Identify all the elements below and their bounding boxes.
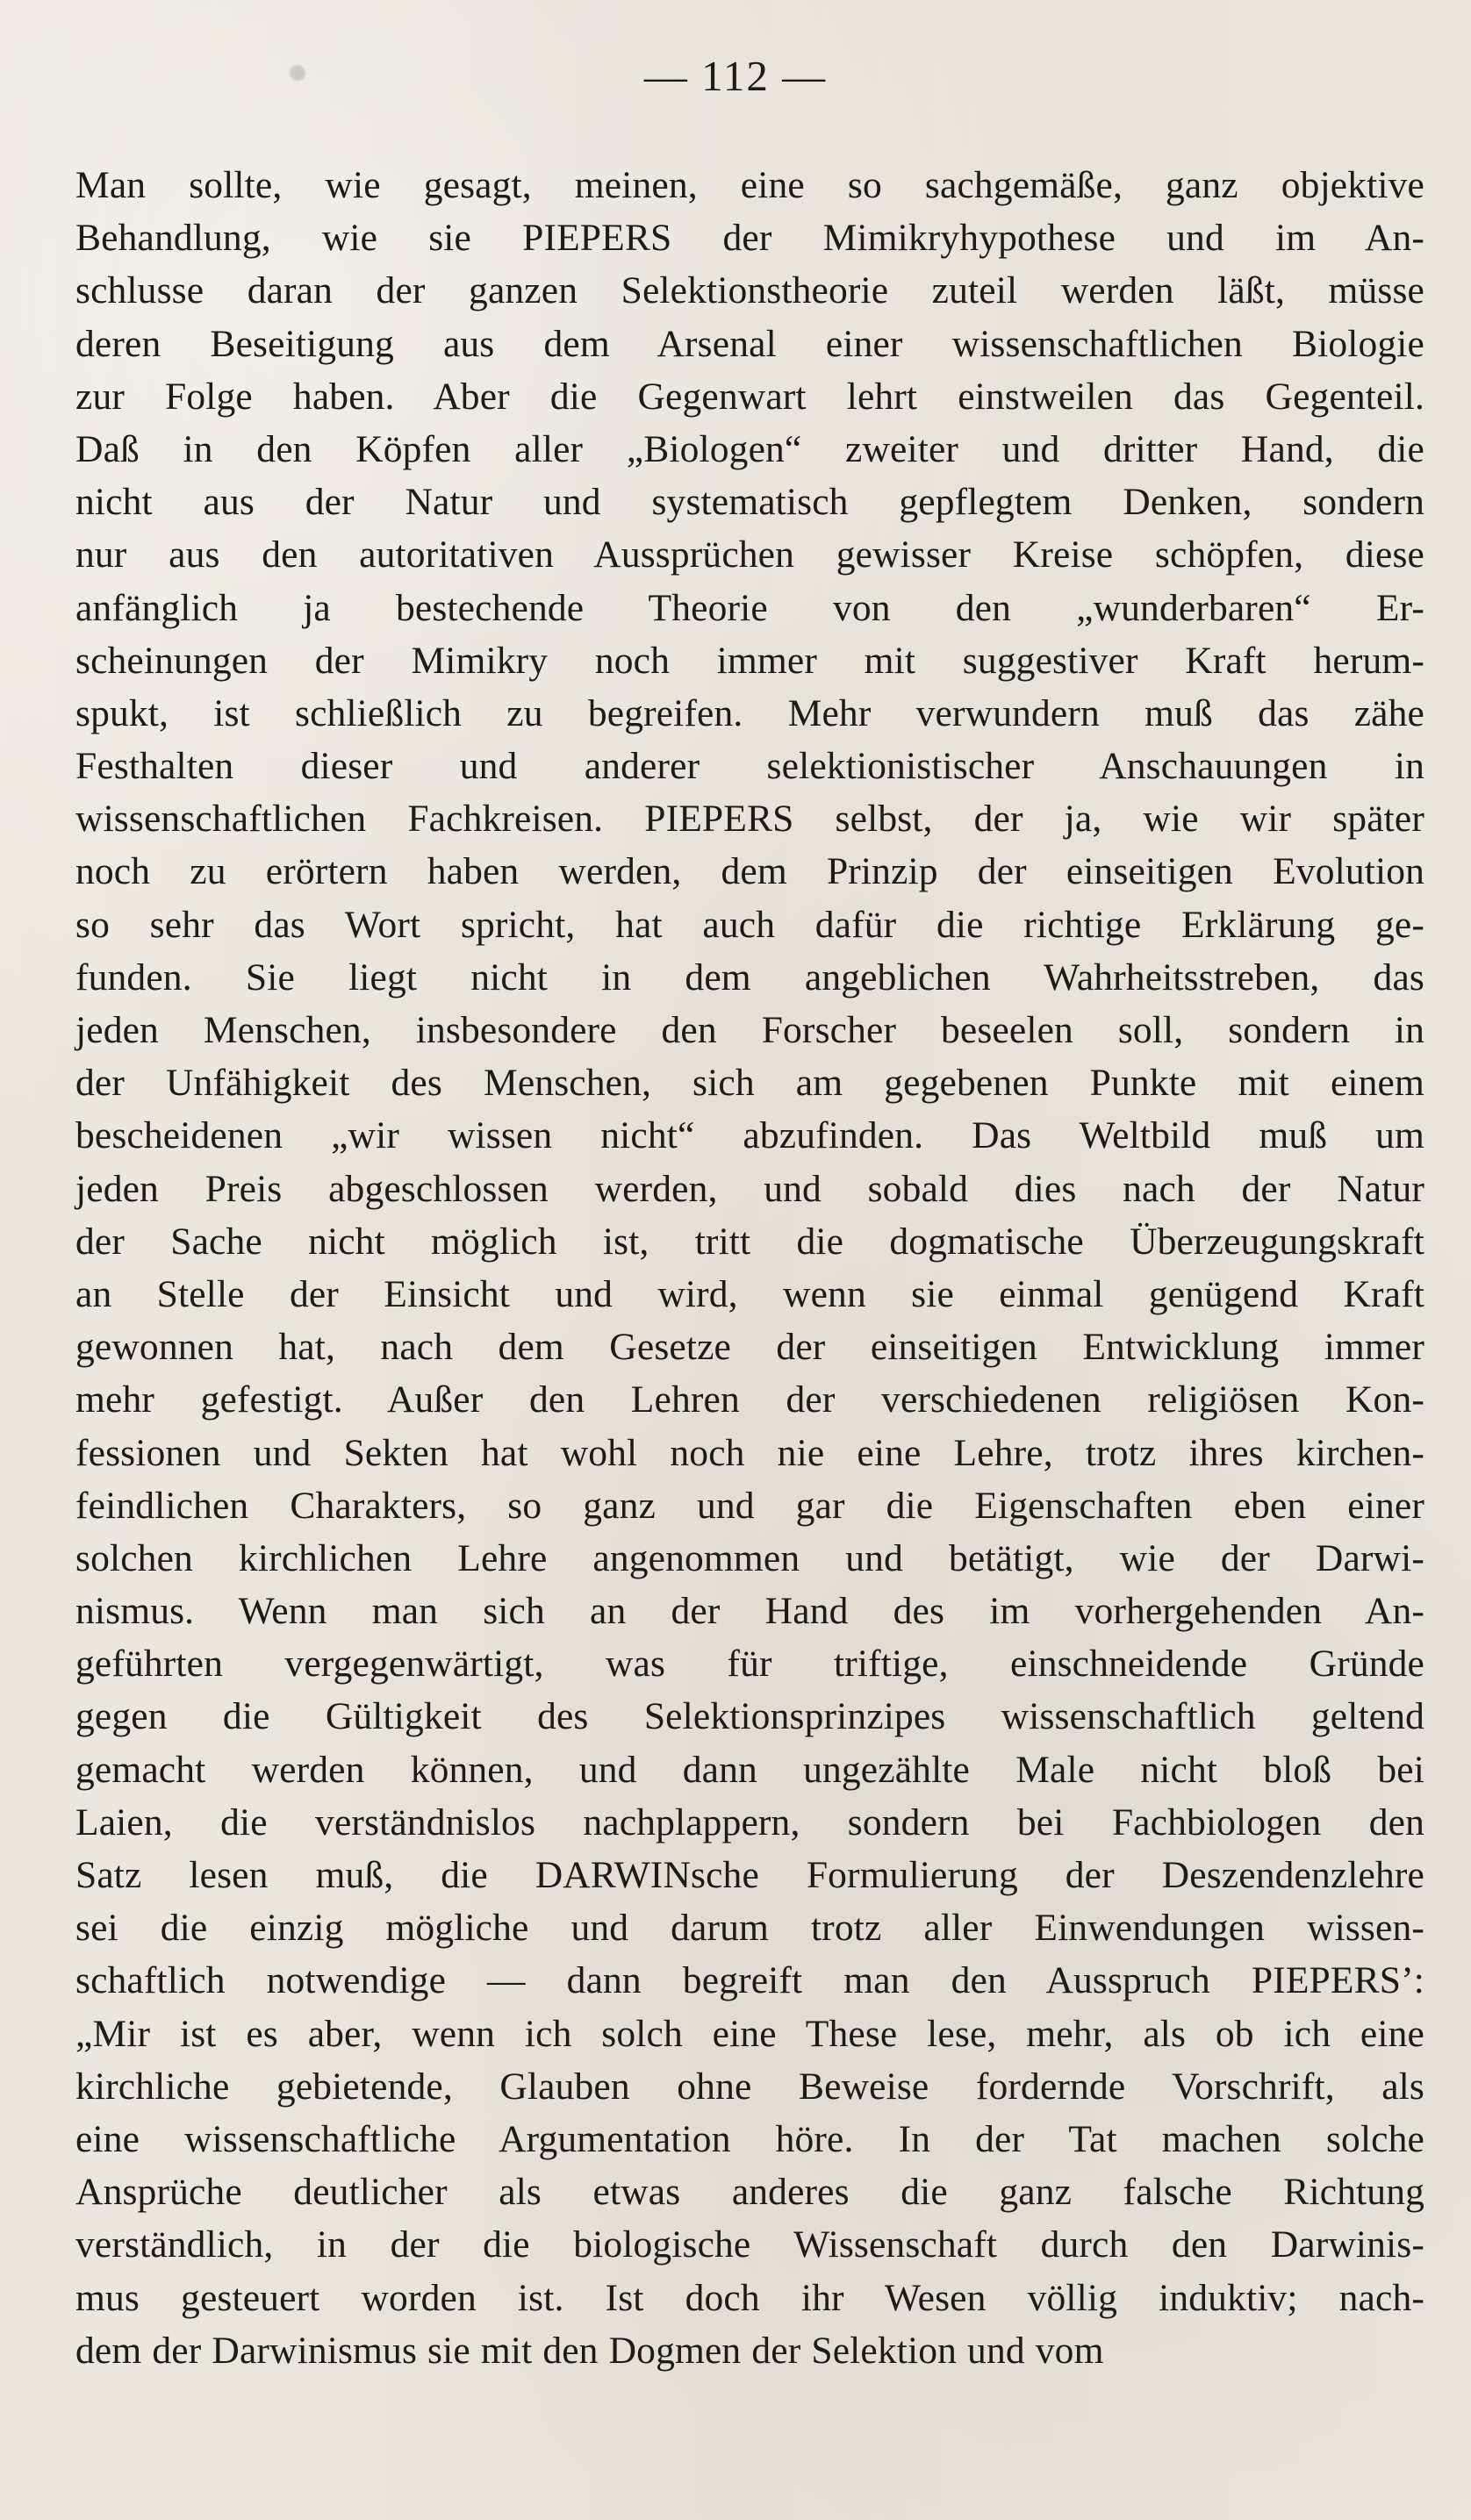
text-line: dem der Darwinismus sie mit den Dogmen der Selektion und vom — [75, 2329, 1104, 2372]
text-line: deren Beseitigung aus dem Arsenal einer wissenschaftlichen Biologie — [75, 322, 1424, 365]
text-line: Festhalten dieser und anderer selektionistischer Anschauungen in — [75, 745, 1424, 788]
text-line: jeden Menschen, insbesondere den Forscher beseelen soll, sondern in — [75, 1009, 1424, 1051]
text-line: scheinungen der Mimikry noch immer mit suggestiver Kraft herum- — [75, 639, 1424, 682]
body-text — [75, 159, 1424, 2377]
text-line: zur Folge haben. Aber die Gegenwart lehrt einstweilen das Gegenteil. — [75, 375, 1424, 418]
text-line: funden. Sie liegt nicht in dem angeblichen Wahrheitsstreben, das — [75, 956, 1424, 999]
text-line: so sehr das Wort spricht, hat auch dafür die richtige Erklärung ge- — [75, 903, 1424, 946]
text-line: solchen kirchlichen Lehre angenommen und betätigt, wie der Darwi- — [75, 1536, 1424, 1579]
text-line: Behandlung, wie sie PIEPERS der Mimikryhypothese und im An- — [75, 217, 1424, 260]
text-line: „Mir ist es aber, wenn ich solch eine These lese, mehr, als ob ich eine — [75, 2012, 1424, 2055]
text-line: bescheidenen „wir wissen nicht“ abzufinden. Das Weltbild muß um — [75, 1114, 1424, 1157]
text-line: eine wissenschaftliche Argumentation höre. In der Tat machen solche — [75, 2117, 1424, 2160]
text-line: nismus. Wenn man sich an der Hand des im vorhergehenden An- — [75, 1590, 1424, 1633]
text-line: wissenschaftlichen Fachkreisen. PIEPERS selbst, der ja, wie wir später — [75, 798, 1424, 841]
text-line: jeden Preis abgeschlossen werden, und sobald dies nach der Natur — [75, 1167, 1424, 1210]
text-line: schaftlich notwendige — dann begreift man den Ausspruch PIEPERS’: — [75, 1959, 1424, 2002]
text-line: geführten vergegenwärtigt, was für triftige, einschneidende Gründe — [75, 1643, 1424, 1686]
page-number: — 112 — — [643, 52, 828, 100]
text-line: nur aus den autoritativen Aussprüchen gewisser Kreise schöpfen, diese — [75, 533, 1424, 576]
text-line: gemacht werden können, und dann ungezählte Male nicht bloß bei — [75, 1748, 1424, 1791]
text-line: fessionen und Sekten hat wohl noch nie eine Lehre, trotz ihres kirchen- — [75, 1431, 1424, 1474]
text-line: feindlichen Charakters, so ganz und gar die Eigenschaften eben einer — [75, 1484, 1424, 1527]
text-line: mehr gefestigt. Außer den Lehren der verschiedenen religiösen Kon- — [75, 1378, 1424, 1421]
text-line: anfänglich ja bestechende Theorie von den „wunderbaren“ Er- — [75, 586, 1424, 629]
text-line: spukt, ist schließlich zu begreifen. Mehr verwundern muß das zähe — [75, 691, 1424, 734]
text-line: Man sollte, wie gesagt, meinen, eine so sachgemäße, ganz objektive — [75, 164, 1424, 206]
text-line: Ansprüche deutlicher als etwas anderes die ganz falsche Richtung — [75, 2171, 1424, 2214]
text-line: Satz lesen muß, die DARWINsche Formulierung der Deszendenzlehre — [75, 1854, 1424, 1896]
text-line: verständlich, in der die biologische Wissenschaft durch den Darwinis- — [75, 2223, 1424, 2266]
text-line: der Unfähigkeit des Menschen, sich am gegebenen Punkte mit einem — [75, 1062, 1424, 1105]
text-line: Laien, die verständnislos nachplappern, sondern bei Fachbiologen den — [75, 1801, 1424, 1843]
text-line: gegen die Gültigkeit des Selektionsprinzipes wissenschaftlich geltend — [75, 1695, 1424, 1738]
text-line: schlusse daran der ganzen Selektionstheorie zuteil werden läßt, müsse — [75, 269, 1424, 312]
text-line: der Sache nicht möglich ist, tritt die dogmatische Überzeugungskraft — [75, 1220, 1424, 1263]
text-line: an Stelle der Einsicht und wird, wenn sie einmal genügend Kraft — [75, 1272, 1424, 1315]
text-line: nicht aus der Natur und systematisch gepflegtem Denken, sondern — [75, 481, 1424, 524]
text-line: kirchliche gebietende, Glauben ohne Beweise fordernde Vorschrift, als — [75, 2065, 1424, 2108]
text-line: noch zu erörtern haben werden, dem Prinzip der einseitigen Evolution — [75, 850, 1424, 893]
text-line: sei die einzig mögliche und darum trotz aller Einwendungen wissen- — [75, 1907, 1424, 1950]
text-line: gewonnen hat, nach dem Gesetze der einseitigen Entwicklung immer — [75, 1326, 1424, 1369]
text-line: Daß in den Köpfen aller „Biologen“ zweiter und dritter Hand, die — [75, 427, 1424, 470]
text-line: mus gesteuert worden ist. Ist doch ihr Wesen völlig induktiv; nach- — [75, 2276, 1424, 2319]
